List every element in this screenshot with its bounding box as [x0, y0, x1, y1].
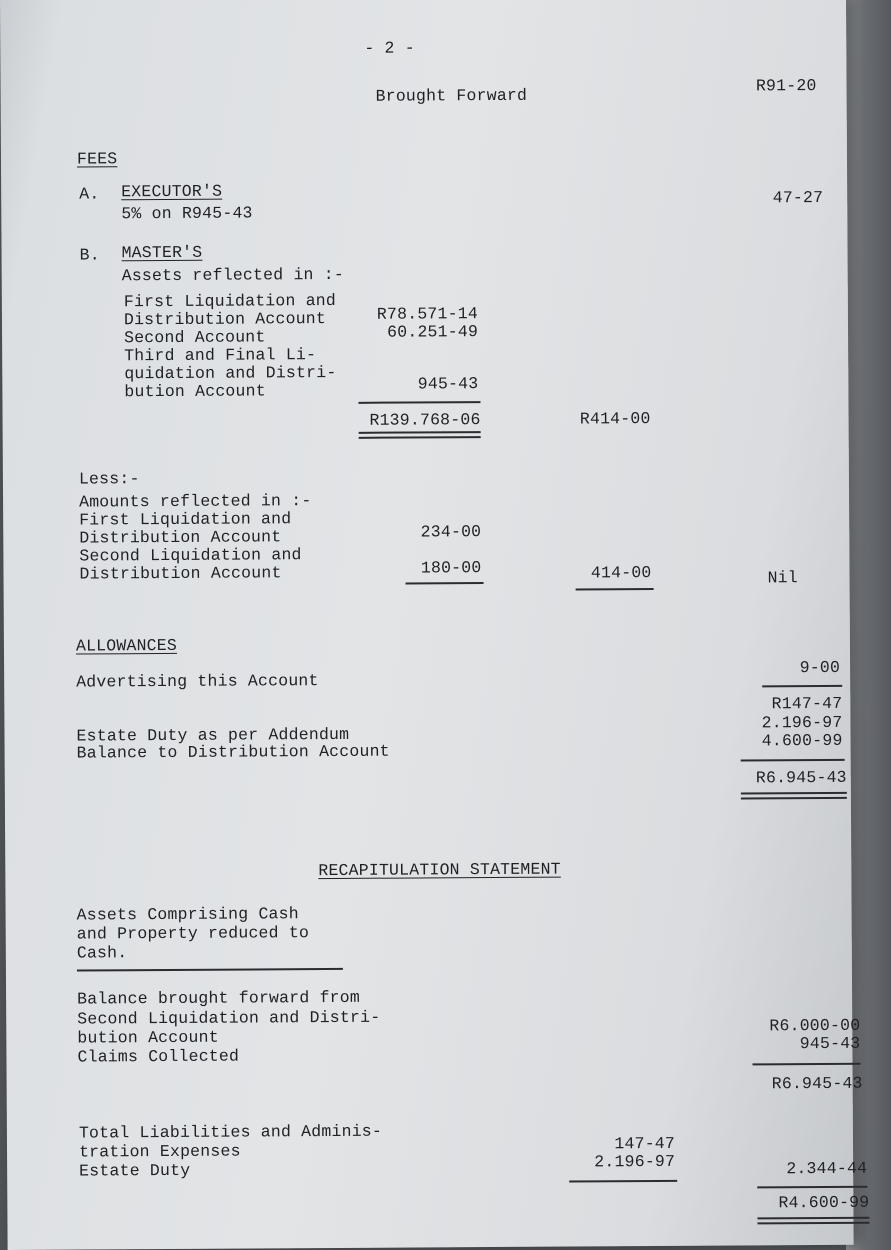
page-number: - 2 - [364, 38, 415, 58]
rule [741, 759, 845, 762]
recap-liab-line: Total Liabilities and Adminis- [78, 1121, 383, 1143]
double-rule [757, 1217, 869, 1225]
less-line: First Liquidation and [79, 509, 292, 530]
assets-line: quidation and Distri- [124, 362, 337, 384]
recap-liab-amount: 147-47 [614, 1133, 676, 1154]
recap-claims-amount: 945-43 [799, 1033, 861, 1054]
assets-heading: Assets reflected in :- [121, 264, 344, 286]
rule [757, 1186, 867, 1189]
recap-assets-line: Cash. [76, 943, 128, 963]
recap-balance-line: bution Account [77, 1027, 219, 1048]
rule [406, 582, 484, 584]
recap-balance-line: Balance brought forward from [77, 987, 361, 1009]
recap-balance-amount: R6.000-00 [769, 1015, 861, 1036]
rule [358, 401, 480, 404]
double-rule [359, 431, 481, 439]
fees-net: Nil [767, 568, 798, 588]
assets-total: R139.768-06 [369, 410, 481, 430]
estate-duty-amount: 2.196-97 [761, 712, 843, 733]
executor-letter: A. [79, 184, 100, 204]
recap-assets-total: R6.945-43 [771, 1073, 863, 1094]
less-line: Distribution Account [79, 563, 282, 584]
executor-label: EXECUTOR'S [121, 181, 223, 202]
recap-estate-duty-amount: 2.196-97 [594, 1151, 676, 1172]
recap-liab-total: 2.344-44 [786, 1158, 868, 1179]
less-line: Amounts reflected in :- [79, 491, 312, 512]
balance-label: Balance to Distribution Account [76, 741, 390, 763]
asset-amount: 945-43 [417, 374, 479, 394]
less-heading: Less:- [78, 469, 140, 489]
rule [576, 588, 654, 590]
rule [77, 968, 343, 972]
estate-duty-label: Estate Duty as per Addendum [76, 724, 350, 746]
less-total: 414-00 [590, 563, 652, 583]
executor-amount: 47-27 [772, 187, 824, 208]
assets-line: First Liquidation and [123, 290, 337, 312]
rule [569, 1180, 677, 1183]
less-amount: 180-00 [420, 558, 482, 578]
advertising-amount: 9-00 [799, 657, 841, 678]
recap-liab-line: tration Expenses [78, 1141, 241, 1162]
fees-heading: FEES [76, 149, 118, 169]
recap-balance-line: Second Liquidation and Distri- [77, 1007, 381, 1029]
double-rule [741, 792, 847, 800]
allowances-total: R6.945-43 [755, 767, 847, 788]
advertising-label: Advertising this Account [76, 671, 319, 692]
recap-final: R4.600-99 [778, 1192, 870, 1213]
recap-liab-line: Estate Duty [79, 1160, 191, 1181]
rule [762, 685, 842, 687]
recap-balance-line: Claims Collected [77, 1046, 240, 1067]
executor-detail: 5% on R945-43 [121, 203, 253, 224]
less-line: Distribution Account [79, 527, 282, 548]
balance-amount: 4.600-99 [761, 730, 843, 751]
recap-assets-line: and Property reduced to [76, 923, 310, 944]
master-label: MASTER'S [121, 242, 203, 263]
master-fee: R414-00 [579, 409, 651, 429]
assets-line: Distribution Account [123, 309, 327, 330]
brought-forward-label: Brought Forward [375, 85, 528, 106]
asset-amount: R78.571-14 [376, 304, 478, 324]
allowances-heading: ALLOWANCES [75, 635, 178, 656]
assets-line: Third and Final Li- [124, 345, 317, 366]
recap-assets-line: Assets Comprising Cash [76, 904, 299, 925]
assets-line: bution Account [124, 381, 266, 402]
asset-amount: 60.251-49 [387, 322, 479, 342]
less-amount: 234-00 [420, 522, 482, 542]
master-letter: B. [79, 245, 100, 265]
recap-heading: RECAPITULATION STATEMENT [318, 859, 561, 881]
rule [753, 1063, 861, 1066]
allowances-subtotal: R147-47 [771, 693, 843, 714]
brought-forward-amount: R91-20 [755, 76, 817, 96]
less-line: Second Liquidation and [79, 545, 302, 566]
assets-line: Second Account [124, 327, 266, 348]
